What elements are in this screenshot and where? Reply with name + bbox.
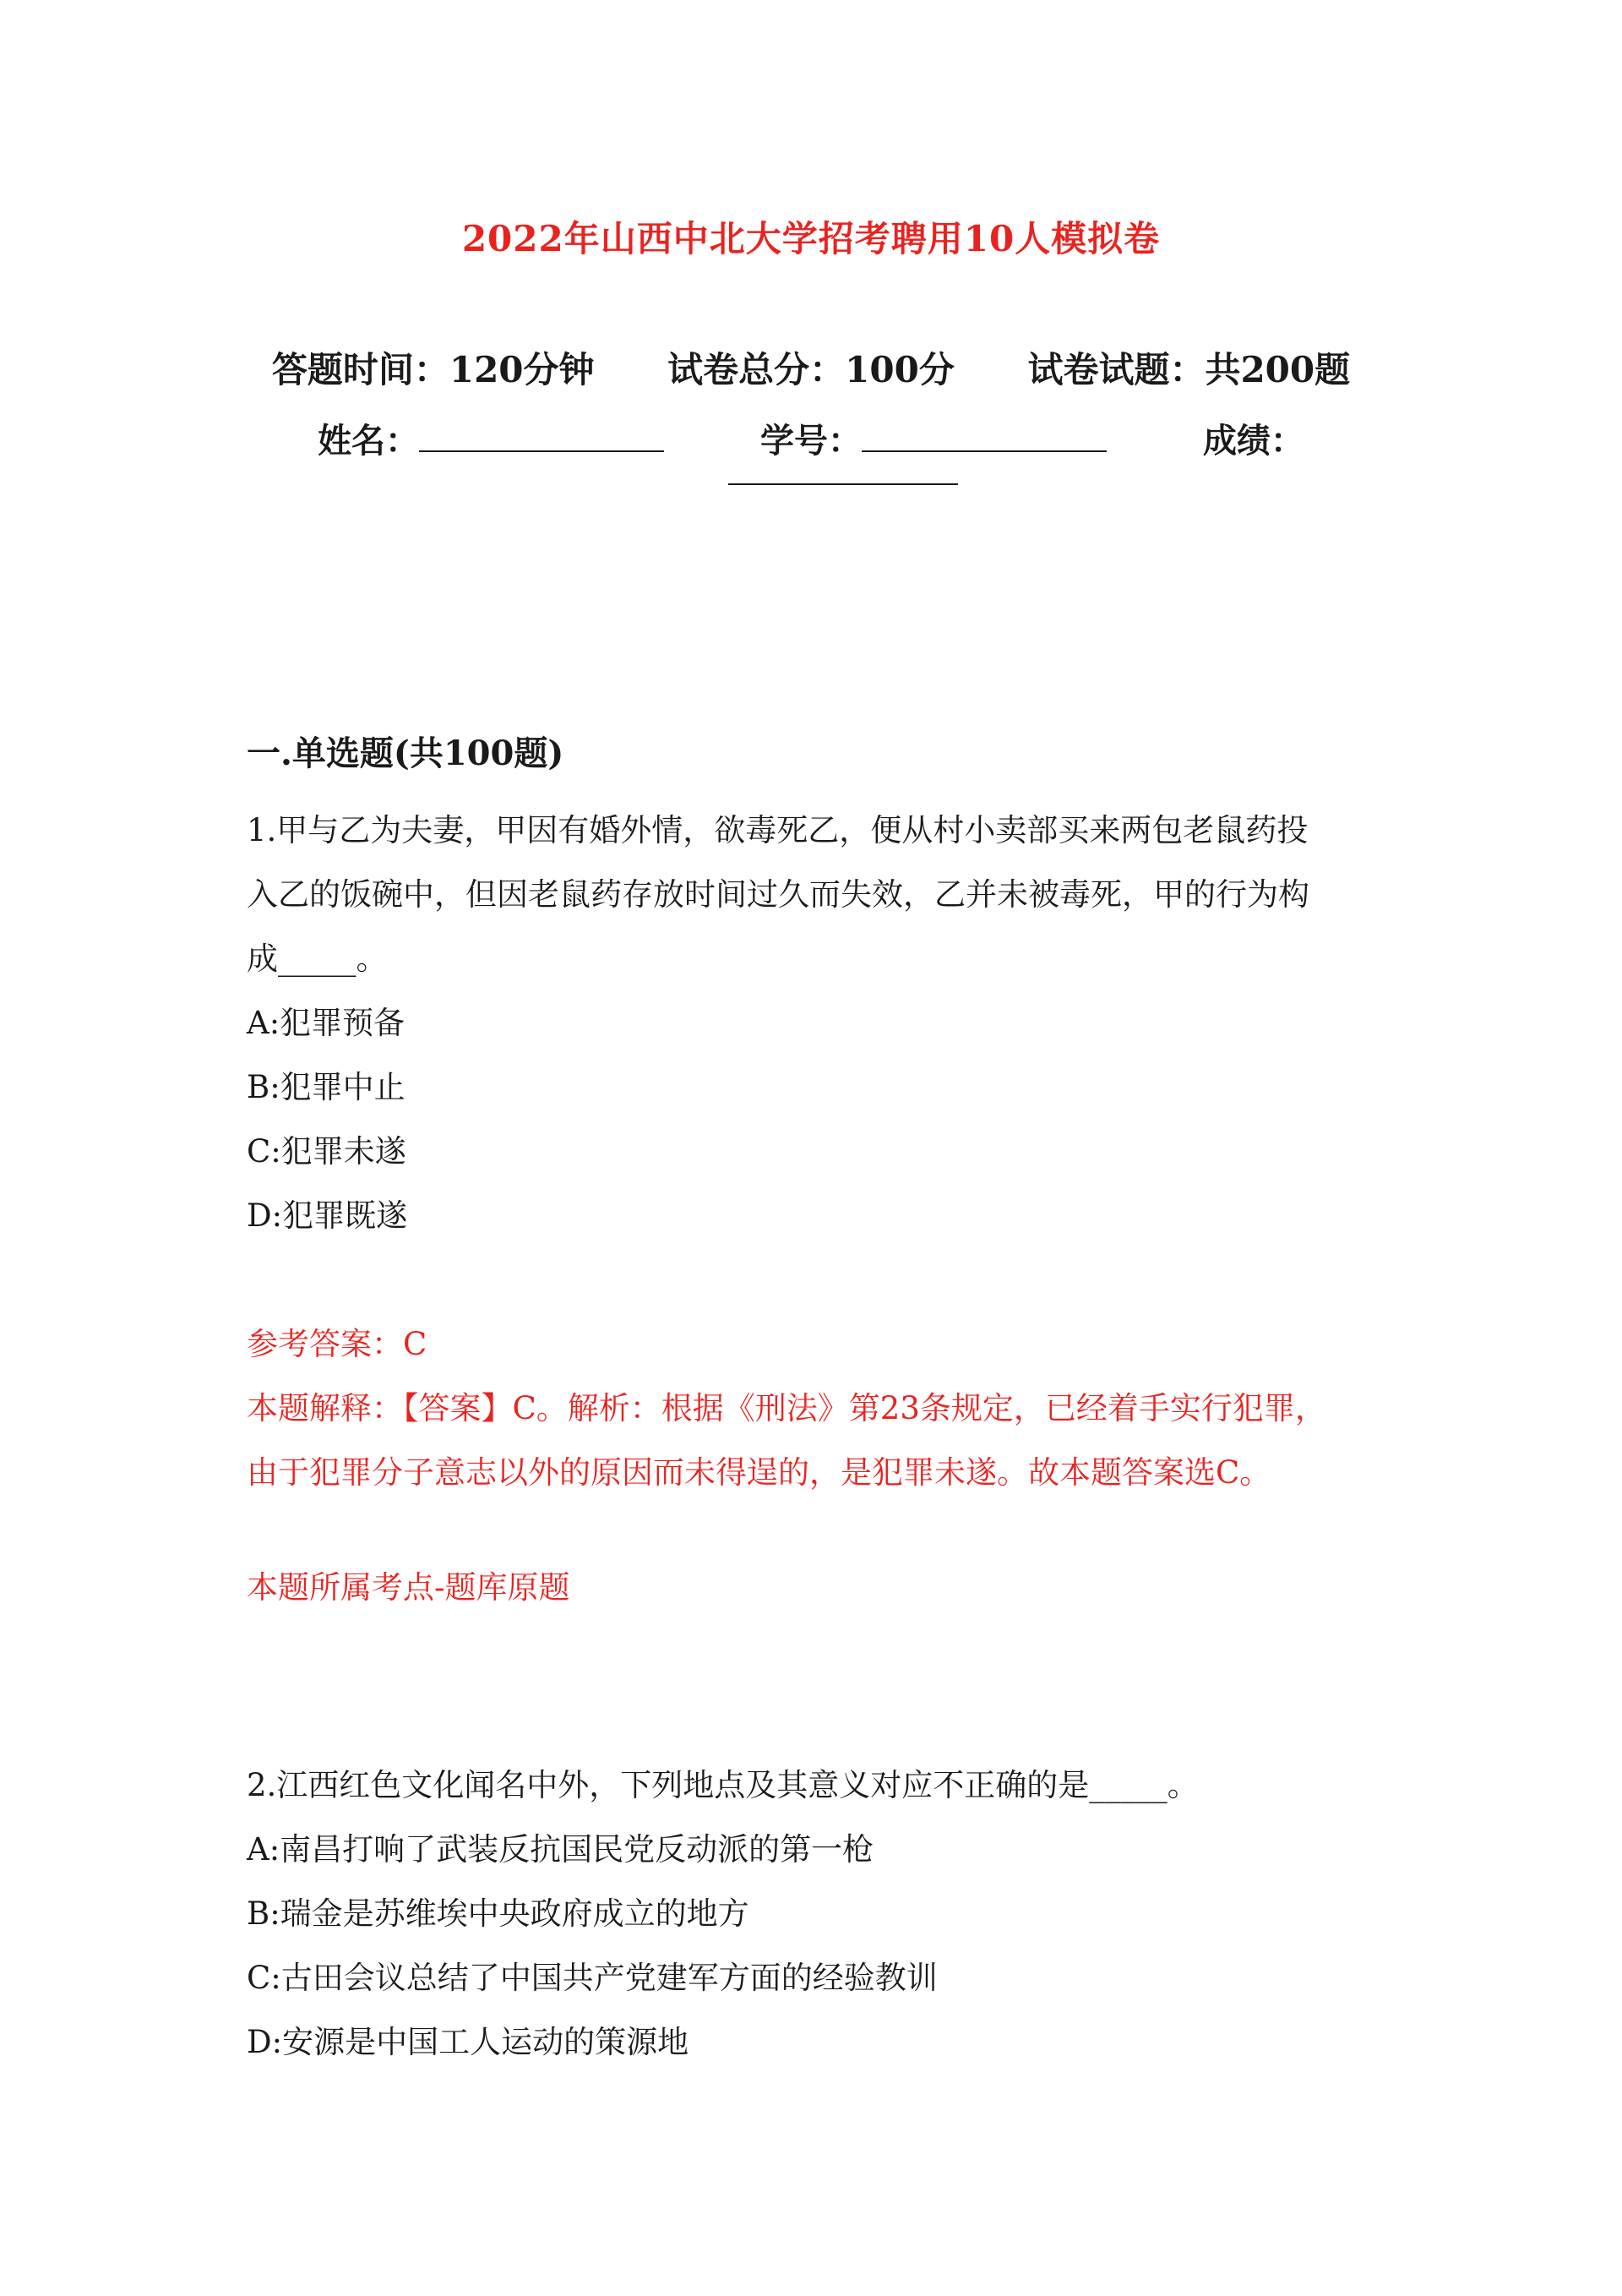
option-a: A:犯罪预备: [247, 1005, 406, 1041]
option-b: B:犯罪中止: [247, 1069, 406, 1105]
stem-line: 成_____。: [247, 941, 388, 977]
stem-line: 1.甲与乙为夫妻，甲因有婚外情，欲毒死乙，便从村小卖部买来两包老鼠药投: [247, 812, 1309, 848]
name-blank: [419, 422, 664, 452]
spacer: [247, 1248, 1370, 1312]
name-field: [318, 421, 676, 461]
option-c: C:古田会议总结了中国共产党建军方面的经验教训: [247, 1960, 938, 1996]
knowledge-point-tag: 本题所属考点-题库原题: [247, 1569, 570, 1606]
student-info: [0, 414, 1622, 462]
option-c: C:犯罪未遂: [247, 1133, 406, 1170]
question-stem: [247, 1753, 1370, 1818]
stem-line: 2.江西红色文化闻名中外，下列地点及其意义对应不正确的是_____。: [247, 1767, 1199, 1803]
exam-meta: [0, 342, 1622, 393]
exam-question-count: 试卷试题：共200题: [1027, 349, 1351, 390]
answer-explanation: [247, 1377, 1370, 1505]
student-id-label: 学号：: [760, 421, 862, 461]
option-a: A:南昌打响了武装反抗国民党反动派的第一枪: [247, 1831, 874, 1868]
score-field: [1203, 421, 1304, 461]
student-id-field: [760, 421, 1119, 461]
option-b: B:瑞金是苏维埃中央政府成立的地方: [247, 1895, 749, 1932]
spacer: [247, 1505, 1370, 1556]
option-d: D:犯罪既遂: [247, 1197, 408, 1234]
exam-title: 2022年山西中北大学招考聘用10人模拟卷: [461, 218, 1161, 259]
explanation-line: 本题解释：【答案】C。解析：根据《刑法》第23条规定，已经着手实行犯罪，: [247, 1390, 1326, 1426]
question-2: [247, 1753, 1370, 2075]
option-d: D:安源是中国工人运动的策源地: [247, 2024, 689, 2060]
score-label: 成绩：: [1202, 421, 1304, 461]
score-blank: [728, 483, 958, 485]
explanation-line: 由于犯罪分子意志以外的原因而未得逞的，是犯罪未遂。故本题答案选C。: [247, 1454, 1271, 1491]
question-stem: [247, 799, 1370, 991]
name-label: 姓名：: [318, 421, 420, 461]
exam-total-score: 试卷总分：100分: [667, 349, 955, 390]
student-id-blank: [862, 422, 1107, 452]
exam-time: 答题时间：120分钟: [271, 349, 595, 390]
section-heading: 一.单选题(共100题): [247, 734, 564, 773]
question-1: [247, 799, 1370, 1620]
stem-line: 入乙的饭碗中，但因老鼠药存放时间过久而失效，乙并未被毒死，甲的行为构: [247, 876, 1309, 913]
reference-answer: 参考答案：C: [247, 1326, 427, 1362]
